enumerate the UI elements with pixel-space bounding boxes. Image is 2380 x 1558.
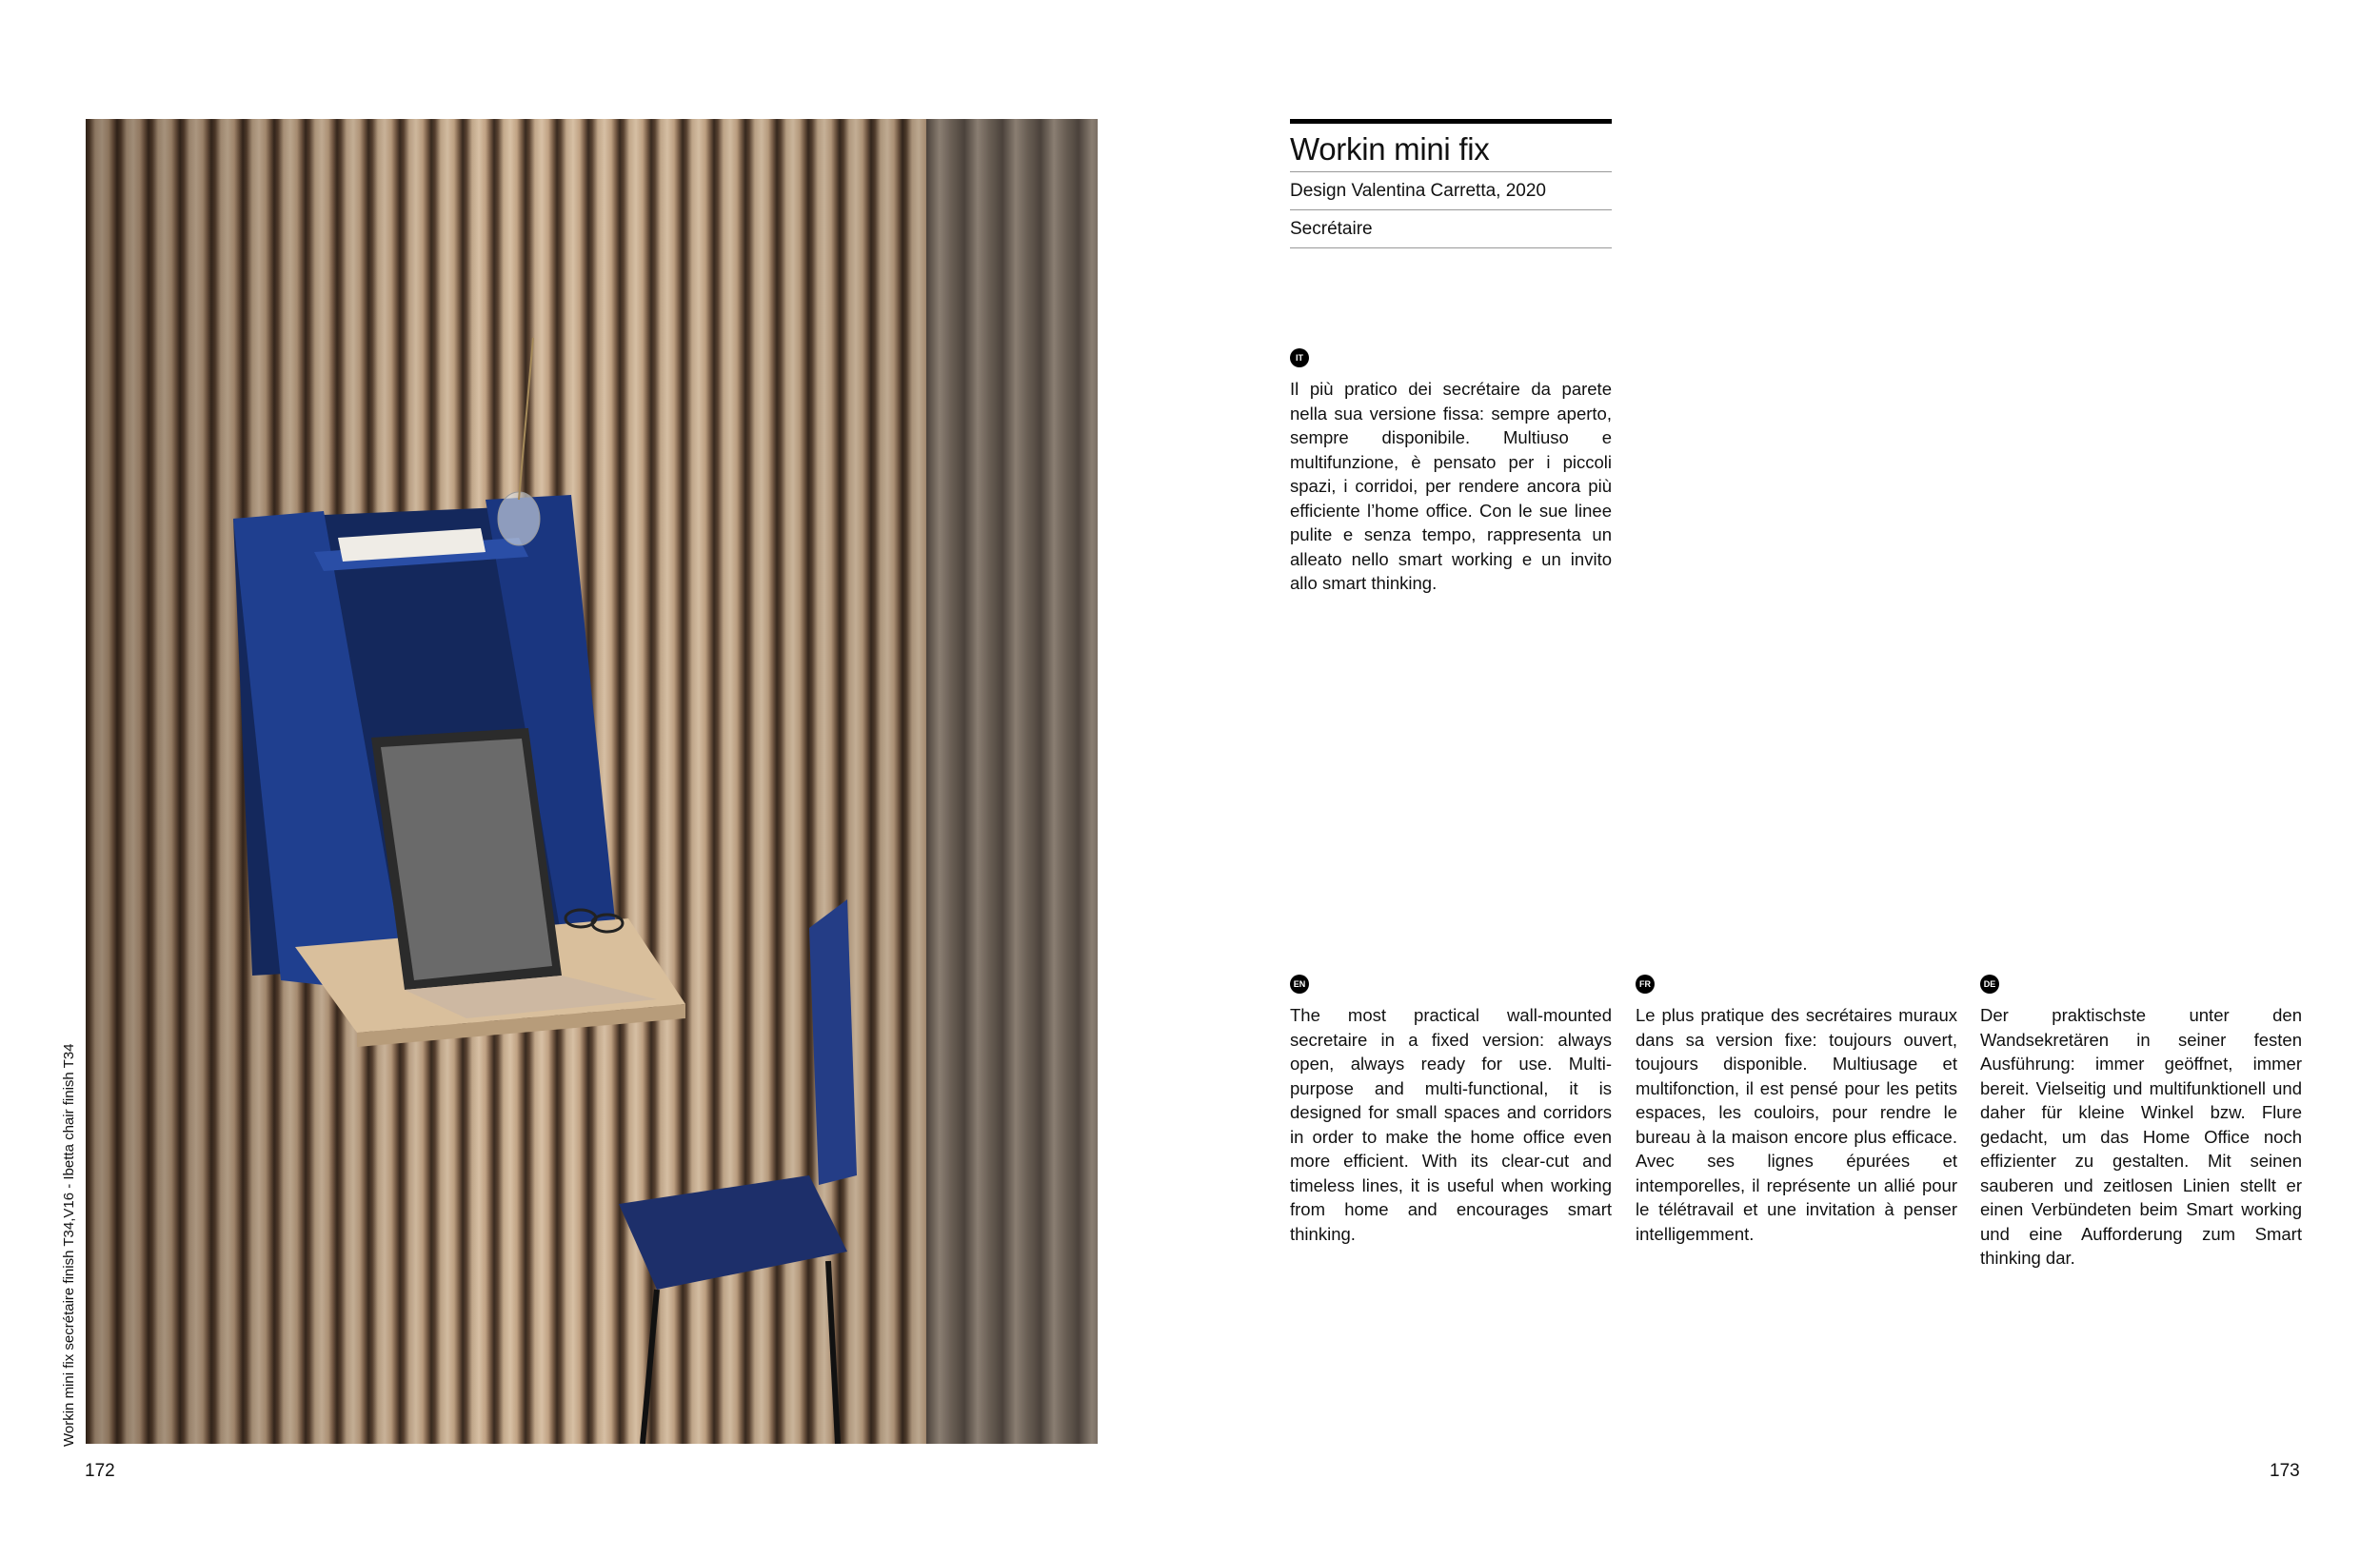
description-fr: [1636, 969, 1957, 1246]
design-credit: [1290, 172, 1612, 210]
description-en: [1290, 969, 1612, 1246]
designer-name: Valentina Carretta, 2020: [1351, 181, 1546, 201]
description-text-en: The most practical wall-mounted secretaire in a fixed version: always open, always ready for use. Multi-purpose and multi-functional, it is designed for small spaces and corridors in order to make the home office even more efficient. With its clear-cut and timeless lines, it is useful when working from home and encourages smart thinking.: [1290, 1005, 1612, 1244]
design-prefix: Design: [1290, 181, 1347, 201]
page-number-right: 173: [2270, 1461, 2300, 1481]
chair-back: [809, 899, 857, 1185]
product-category: Secrétaire: [1290, 210, 1612, 248]
description-text-it: Il più pratico dei secrétaire da parete nella sua versione fissa: sempre aperto, sempre disponibile. Multiuso e multifunzione, è pensato per i piccoli spazi, i corridoi, per rendere ancora più efficiente l’home office. Con le sue linee pulite e senza tempo, rappresenta un alleato nello smart working e un invito allo smart thinking.: [1290, 379, 1612, 593]
glass-vase: [498, 492, 540, 545]
chair-leg: [828, 1261, 838, 1444]
description-de: [1980, 969, 2302, 1271]
secretaire-illustration: [86, 119, 1098, 1444]
title-block: [1290, 119, 1612, 248]
language-badge-fr: FR: [1636, 975, 1655, 994]
chair-seat: [619, 1175, 847, 1290]
page-number-left: 172: [85, 1461, 115, 1481]
language-badge-en: EN: [1290, 975, 1309, 994]
language-badge-it: IT: [1290, 348, 1309, 367]
language-badge-de: DE: [1980, 975, 1999, 994]
product-title: Workin mini fix: [1290, 124, 1612, 172]
photo-caption: Workin mini fix secrétaire finish T34,V16 - Ibetta chair finish T34: [61, 1043, 77, 1447]
chair-leg: [643, 1290, 657, 1444]
description-it: [1290, 343, 1612, 596]
description-text-de: Der praktischste unter den Wandsekretären in seiner festen Ausführung: immer geöffnet, immer bereit. Vielseitig und multifunktionell und daher für kleine Winkel bzw. Flure gedacht, um das Home Office noch effizienter zu gestalten. Mit seinen sauberen und zeitlosen Linien stellt er einen Verbündeten beim Smart working und eine Aufforderung zum Smart thinking dar.: [1980, 1005, 2302, 1268]
description-text-fr: Le plus pratique des secrétaires muraux dans sa version fixe: toujours ouvert, toujours disponible. Multiusage et multifonction, il est pensé pour les petits espaces, les couloirs, pour rendre le bureau à la maison encore plus efficace. Avec ses lignes épurées et intemporelles, il représente un allié pour le télétravail et une invitation à penser intelligemment.: [1636, 1005, 1957, 1244]
dried-grass: [519, 338, 533, 500]
product-photo: [86, 119, 1098, 1444]
